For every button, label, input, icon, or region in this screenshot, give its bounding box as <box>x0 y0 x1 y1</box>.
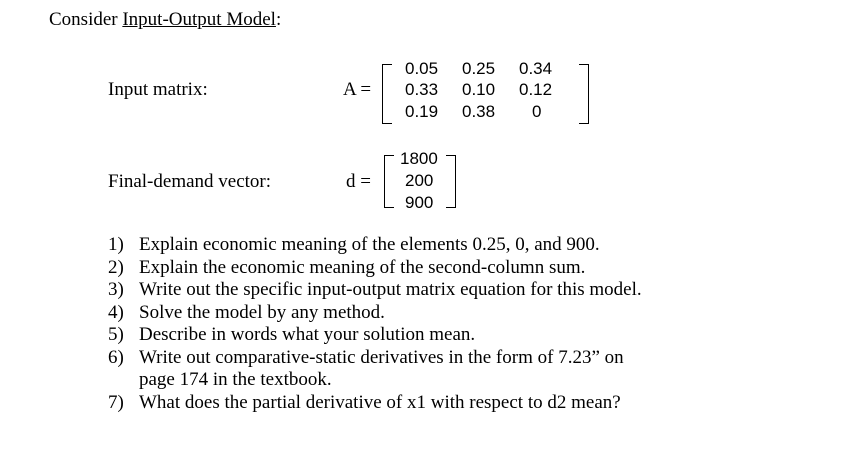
questions-list <box>108 234 642 414</box>
list-item <box>108 257 642 280</box>
list-item <box>108 234 642 257</box>
final-demand-label: Final-demand vector: <box>108 171 272 192</box>
question-number: 2) <box>108 256 124 278</box>
question-text: Explain the economic meaning of the second-column sum. <box>139 256 586 278</box>
matrix-cell-2-3: 0.12 <box>519 80 553 99</box>
question-text: Solve the model by any method. <box>139 301 385 323</box>
title-prefix: Consider <box>49 9 123 30</box>
list-item <box>108 279 642 302</box>
question-number: 7) <box>108 391 124 413</box>
question-text: Write out the specific input-output matrix equation for this model. <box>139 279 642 300</box>
page-title <box>49 9 281 31</box>
question-text: Write out comparative-static derivatives in the form of 7.23” on <box>139 346 624 368</box>
title-suffix: : <box>275 9 282 30</box>
vector-cell-2: 200 <box>405 171 434 190</box>
question-text: Explain economic meaning of the elements 0.25, 0, and 900. <box>139 234 600 255</box>
list-item <box>108 302 642 325</box>
matrix-cell-3-1: 0.19 <box>405 102 439 121</box>
vector-right-bracket <box>446 155 456 208</box>
matrix-cell-2-1: 0.33 <box>405 80 439 99</box>
question-number: 1) <box>108 234 124 255</box>
question-number: 6) <box>108 346 124 368</box>
list-item <box>108 392 642 415</box>
input-matrix-label: Input matrix: <box>108 79 208 100</box>
vector-cell-1: 1800 <box>400 149 438 168</box>
matrix-a-symbol: A = <box>343 79 372 100</box>
matrix-right-bracket <box>579 64 589 124</box>
question-number: 4) <box>108 301 124 323</box>
list-item <box>108 324 642 347</box>
vector-left-bracket <box>384 155 394 208</box>
vector-d-symbol: d = <box>346 171 371 192</box>
question-text: Describe in words what your solution mean. <box>139 324 476 345</box>
title-underlined: Input-Output Model <box>122 9 276 30</box>
matrix-cell-1-1: 0.05 <box>405 59 439 78</box>
question-number: 5) <box>108 324 124 345</box>
question-text: What does the partial derivative of x1 with respect to d2 mean? <box>139 391 621 413</box>
matrix-cell-3-3: 0 <box>532 102 542 121</box>
matrix-cell-3-2: 0.38 <box>462 102 496 121</box>
matrix-left-bracket <box>382 64 392 124</box>
list-item <box>108 347 642 392</box>
matrix-cell-1-2: 0.25 <box>462 59 496 78</box>
vector-cell-3: 900 <box>405 193 434 212</box>
matrix-cell-1-3: 0.34 <box>519 59 553 78</box>
matrix-cell-2-2: 0.10 <box>462 80 496 99</box>
question-number: 3) <box>108 279 124 300</box>
question-text-continued: page 174 in the textbook. <box>139 369 332 390</box>
